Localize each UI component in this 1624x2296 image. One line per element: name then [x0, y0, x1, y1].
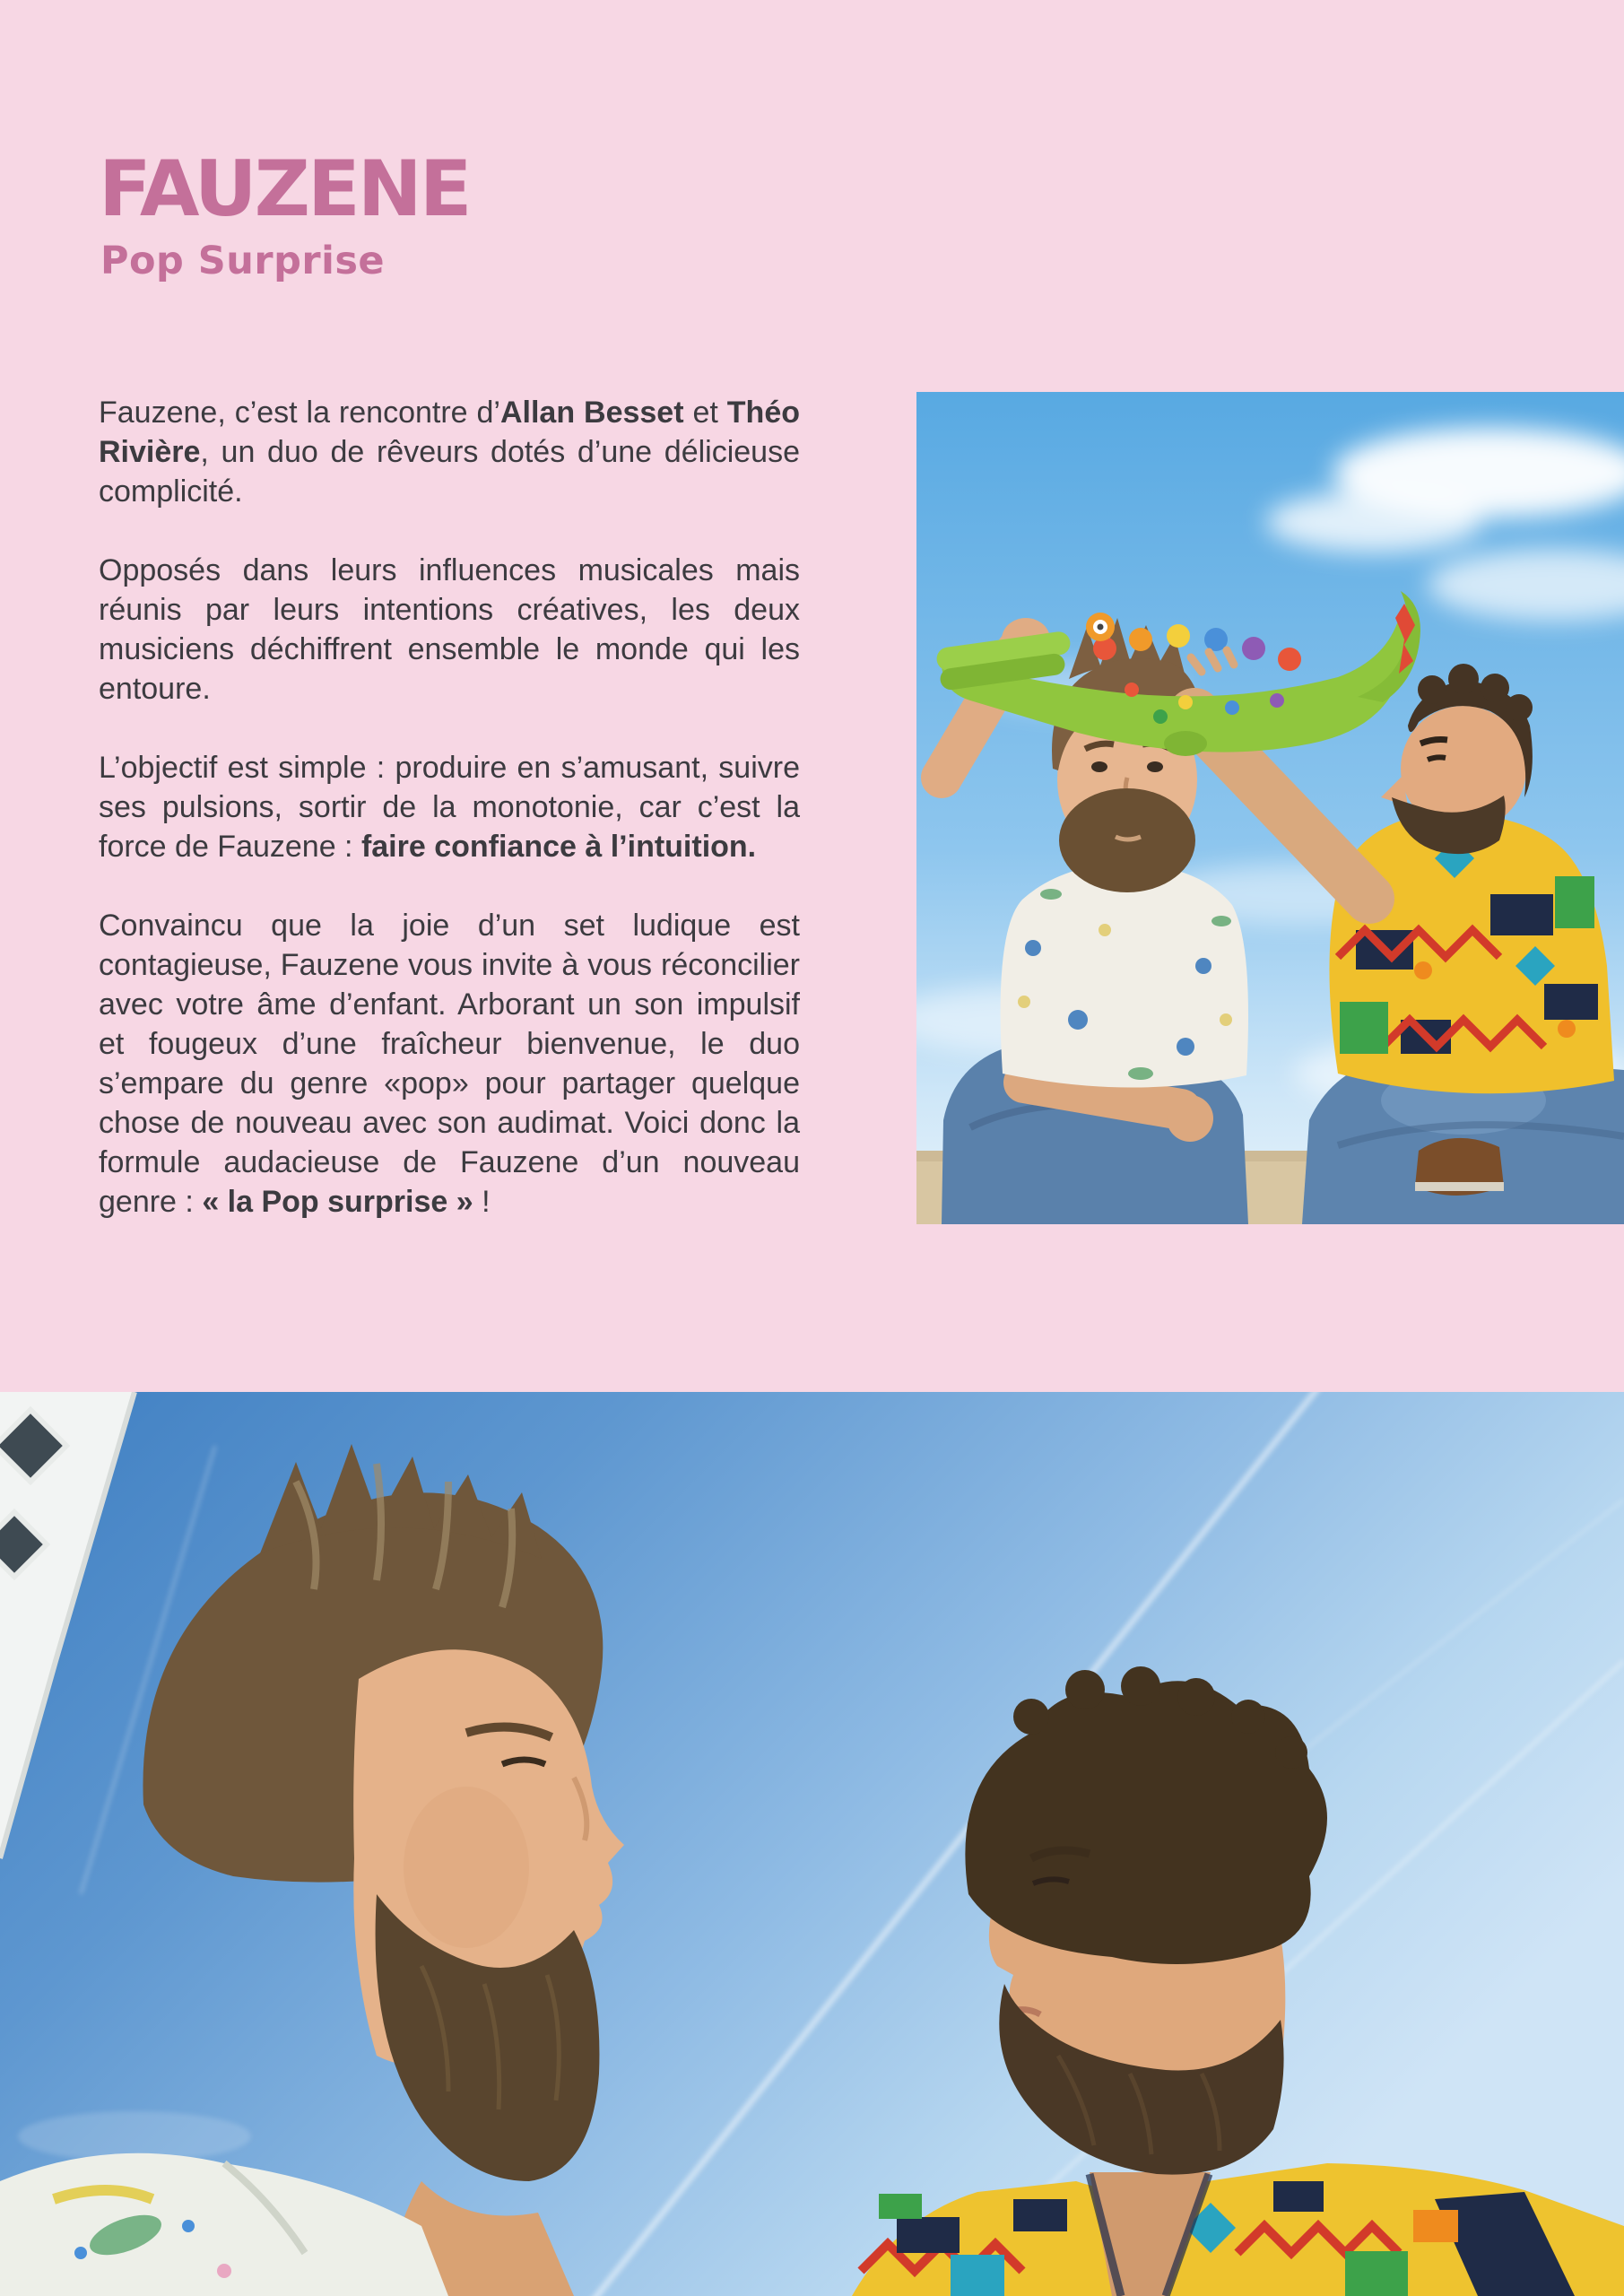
photo-duo-seated-illustration: [916, 392, 1624, 1224]
artist-subtitle: Pop Surprise: [100, 239, 386, 283]
photo-duo-seated: [916, 392, 1624, 1224]
paragraph: Convaincu que la joie d’un set ludique est contagieuse, Fauzene vous invite à vous réconcilier avec votre âme d’enfant. Arborant un son impulsif et fougeux d’une fraîcheur bienvenue, le duo s’empare du genre «pop» pour partager quelque chose de nouveau avec son audimat. Voici donc la formule audacieuse de Fauzene d’un nouveau genre : « la Pop surprise » !: [99, 909, 800, 1219]
paragraph: Fauzene, c’est la rencontre d’Allan Besset et Théo Rivière, un duo de rêveurs dotés d’une délicieuse complicité.: [99, 396, 800, 509]
bio-text: [99, 393, 800, 1261]
photo-duo-lowangle-illustration: [0, 1392, 1624, 2296]
paragraph: L’objectif est simple : produire en s’amusant, suivre ses pulsions, sortir de la monotonie, car c’est la force de Fauzene : faire confiance à l’intuition.: [99, 751, 800, 864]
artist-title: FAUZENE: [99, 144, 470, 234]
photo-duo-lowangle: [0, 1392, 1624, 2296]
artist-header: [99, 144, 470, 283]
paragraph: Opposés dans leurs influences musicales mais réunis par leurs intentions créatives, les deux musiciens déchiffrent ensemble le monde qui les entoure.: [99, 553, 800, 706]
